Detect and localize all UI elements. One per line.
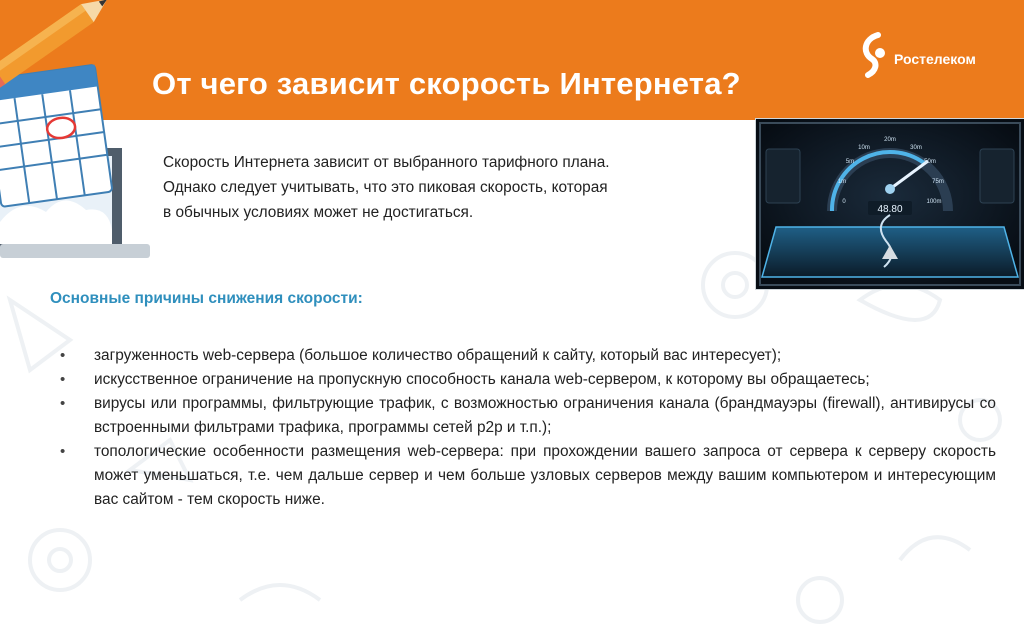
intro-line: Скорость Интернета зависит от выбранного тарифного плана. [163,154,610,171]
list-item-text: топологические особенности размещения web-сервера: при прохождении вашего запроса от сервера к серверу скорость может уменьшаться, т.е. чем дальше сервер и чем больше узловых серверов между вашим компьютером и интересующим вас сайтом - тем скорость ниже. [94,443,996,508]
brand-logo [858,30,976,80]
list-item [60,344,996,368]
gauge-tick-label: 20m [884,137,896,143]
bullet-icon: • [60,443,66,460]
list-item-text: загруженность web-сервера (большое количество обращений к сайту, который вас интересует); [94,347,782,364]
gauge-tick-label: 10m [858,145,870,151]
rostelecom-logo-icon [858,31,888,79]
speedometer-icon [755,118,1024,290]
calendar-pencil-icon [0,0,160,262]
gauge-tick-label: 0 [842,199,846,205]
intro-paragraph [163,150,730,225]
gauge-tick-label: 50m [924,159,936,165]
reasons-list [60,344,996,512]
bullet-icon: • [60,371,66,388]
gauge-tick-label: 5m [845,159,855,165]
slide-title: От чего зависит скорость Интернета? [152,66,741,101]
bullet-icon: • [60,395,66,412]
brand-name: Ростелеком [894,51,976,67]
gauge-tick-label: 1m [837,179,847,185]
intro-line: Однако следует учитывать, что это пиковая скорость, которая [163,179,608,196]
bullet-icon: • [60,347,66,364]
list-item [60,440,996,512]
list-item [60,392,996,440]
speed-readout: 48.80 [877,204,903,215]
list-item [60,368,996,392]
gauge-tick-label: 75m [932,179,944,185]
intro-line: в обычных условиях может не достигаться. [163,204,474,221]
list-item-text: вирусы или программы, фильтрующие трафик, с возможностью ограничения канала (брандмауэры (firewall), антивирусы со встроенными фильтрами трафика, программы сетей p2p и т.п.); [94,395,996,436]
list-item-text: искусственное ограничение на пропускную способность канала web-сервером, к которому вы обращаетесь; [94,371,870,388]
gauge-tick-label: 30m [910,145,922,151]
reasons-heading: Основные причины снижения скорости: [50,290,363,307]
gauge-tick-label: 100m [926,199,942,205]
